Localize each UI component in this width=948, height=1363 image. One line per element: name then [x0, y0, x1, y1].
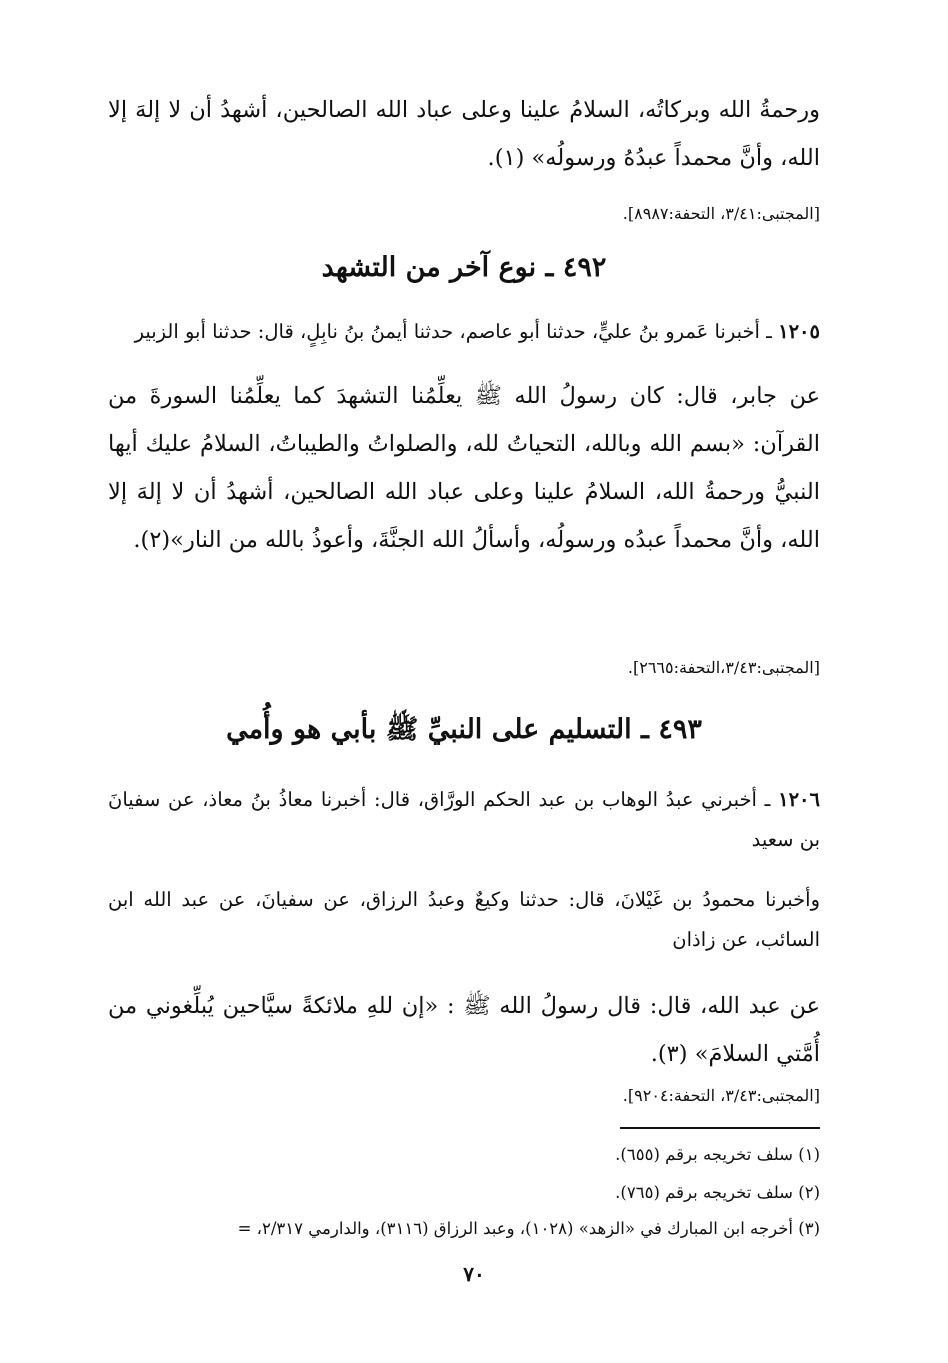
hadith-1206-isnad-2: وأخبرنا محمودُ بن غَيْلانَ، قال: حدثنا وكيعٌ وعبدُ الرزاق، عن سفيانَ، عن عبد الله ابن السائب، عن زاذان: [108, 888, 820, 951]
hadith-number-1206: ١٢٠٦: [778, 788, 820, 811]
hadith-1205-chain: ـ أخبرنا عَمرو بنُ عليٍّ، حدثنا أبو عاصم، حدثنا أيمنُ بنُ نابِلٍ، قال: حدثنا أبو الزبير: [134, 320, 772, 343]
hadith-1205-matn: عن جابر، قال: كان رسولُ الله ﷺ يعلِّمُنا التشهدَ كما يعلِّمُنا السورةَ من القرآن: «بسم الله وبالله، التحياتُ لله، والصلواتُ والطيباتُ، السلامُ عليك أيها النبيُّ ورحمةُ الله، السلامُ علينا وعلى عباد الله الصالحين، أشهدُ أن لا إلهَ إلا الله، وأنَّ محمداً عبدُه ورسولُه، وأسألُ الله الجنَّةَ، وأعوذُ بالله من النار»(٢).: [108, 383, 820, 553]
chapter-heading-493: ٤٩٣ ـ التسليم على النبيِّ ﷺ بأبي هو وأُمي: [226, 714, 702, 745]
footnote-1: (١) سلف تخريجه برقم (٦٥٥).: [615, 1145, 820, 1164]
page-number: ٧٠: [463, 1262, 485, 1286]
hadith-1205-isnad: [108, 312, 820, 352]
hadith-number-1205: ١٢٠٥: [778, 320, 820, 343]
paragraph-tashahhud-end: ورحمةُ الله وبركاتُه، السلامُ علينا وعلى عباد الله الصالحين، أشهدُ أن لا إلهَ إلا الله، وأنَّ محمداً عبدُهُ ورسولُه» (١).: [108, 97, 820, 171]
reference-mujtaba-2: [المجتبى:٣/٤٣،التحفة:٢٦٦٥].: [627, 658, 820, 677]
reference-mujtaba-1: [المجتبى:٣/٤١، التحفة:٨٩٨٧].: [622, 204, 820, 223]
footnote-divider: [620, 1127, 820, 1129]
hadith-1206-matn: عن عبد الله، قال: قال رسولُ الله ﷺ : «إن للهِ ملائكةً سيَّاحين يُبلِّغوني من أُمَّتي السلامَ» (٣).: [108, 993, 820, 1067]
footnote-3: (٣) أخرجه ابن المبارك في «الزهد» (١٠٢٨)، وعبد الرزاق (٣١١٦)، والدارمي ٢/٣١٧، =: [237, 1219, 820, 1238]
reference-mujtaba-3: [المجتبى:٣/٤٣، التحفة:٩٢٠٤].: [622, 1086, 820, 1105]
hadith-1206-chain-1: ـ أخبرني عبدُ الوهاب بن عبد الحكم الورَّاق، قال: أخبرنا معاذُ بنُ معاذ، عن سفيانَ بن سعيد: [108, 788, 820, 851]
footnote-2: (٢) سلف تخريجه برقم (٧٦٥).: [615, 1183, 820, 1202]
hadith-1206-isnad-1: [108, 780, 820, 860]
chapter-heading-492: ٤٩٢ ـ نوع آخر من التشهد: [321, 252, 607, 283]
